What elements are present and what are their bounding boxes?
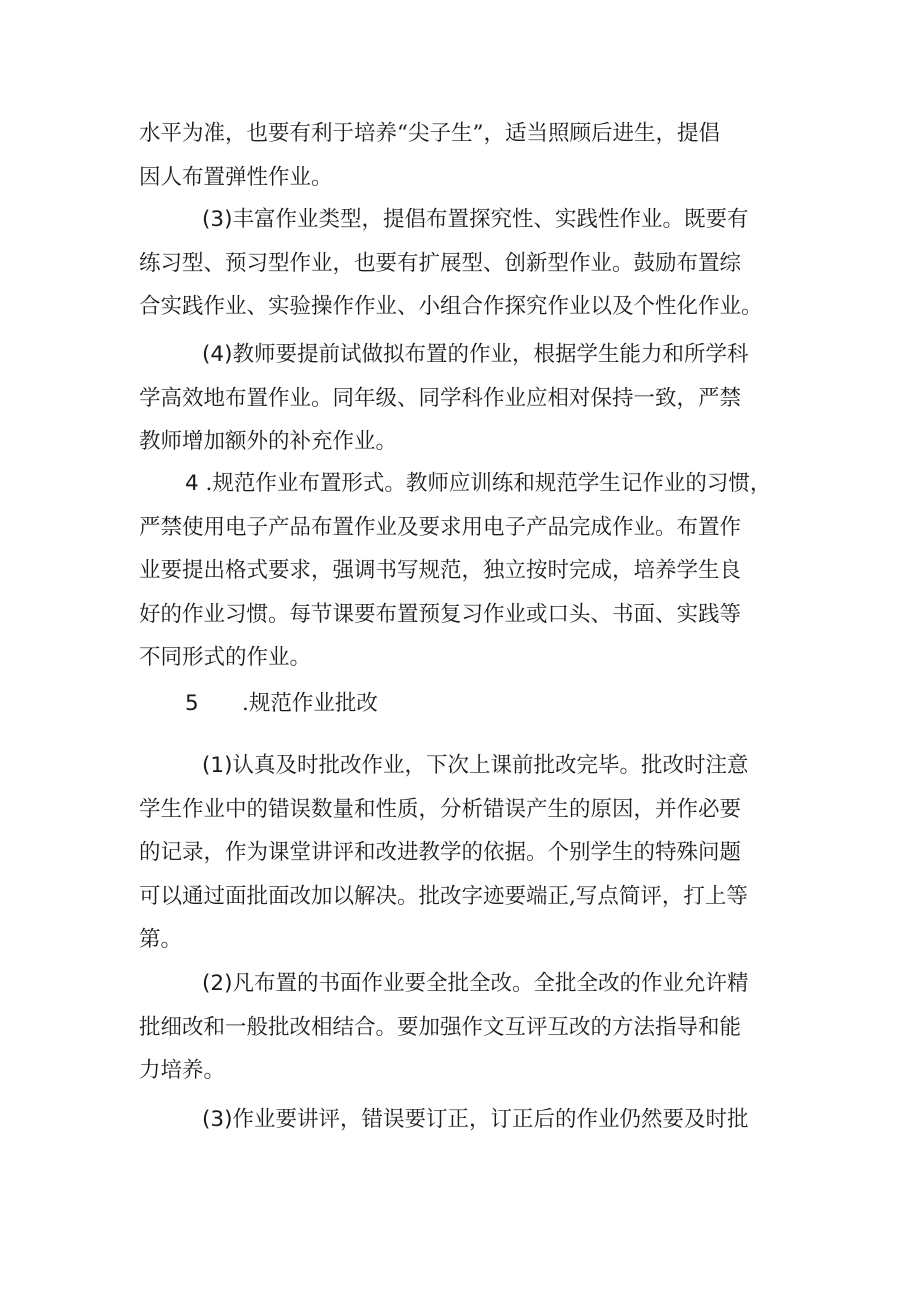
text-line-first bbox=[139, 962, 799, 1006]
text-line-first bbox=[139, 462, 799, 506]
text-line: 批细改和一般批改相结合。要加强作文互评互改的方法指导和能 bbox=[139, 1014, 742, 1040]
section-number: 5 bbox=[185, 691, 199, 716]
text-line: 业要提出格式要求，强调书写规范，独立按时完成，培养学生良 bbox=[139, 558, 742, 583]
list-marker: (2) bbox=[202, 971, 233, 996]
section-number: 4 bbox=[185, 471, 199, 496]
paragraph-item-4-trial bbox=[139, 333, 799, 464]
paragraph-item-1-correction bbox=[139, 744, 799, 962]
text-line-first bbox=[139, 198, 799, 242]
text-line: 教师增加额外的补充作业。 bbox=[139, 429, 398, 454]
text-line: .规范作业布置形式。教师应训练和规范学生记作业的习惯， bbox=[198, 471, 772, 496]
text-line: 练习型、预习型作业，也要有扩展型、创新型作业。鼓励布置综 bbox=[139, 250, 742, 276]
text-line: 认真及时批改作业，下次上课前批改完毕。批改时注意 bbox=[232, 753, 749, 778]
text-line: 不同形式的作业。 bbox=[139, 645, 312, 670]
text-line: 力培养。 bbox=[139, 1058, 226, 1083]
section-4-assignment-form bbox=[139, 462, 799, 680]
text-line: 教师要提前试做拟布置的作业，根据学生能力和所学科 bbox=[232, 342, 749, 367]
text-line: 第。 bbox=[139, 927, 183, 952]
text-line: 丰富作业类型，提倡布置探究性、实践性作业。既要有 bbox=[232, 207, 749, 232]
text-line: 因人布置弹性作业。 bbox=[139, 164, 333, 190]
text-line-first bbox=[139, 333, 799, 377]
text-line: 凡布置的书面作业要全批全改。全批全改的作业允许精 bbox=[232, 971, 749, 996]
section-5-heading bbox=[139, 682, 799, 726]
paragraph-item-3-types bbox=[139, 198, 799, 329]
paragraph-continuation bbox=[139, 112, 799, 199]
text-line: 学生作业中的错误数量和性质，分析错误产生的原因，并作必要 bbox=[139, 796, 742, 822]
text-line: 作业要讲评，错误要订正，订正后的作业仍然要及时批 bbox=[232, 1107, 749, 1132]
text-line-first bbox=[139, 744, 799, 788]
list-marker: (4) bbox=[202, 342, 233, 367]
list-marker: (1) bbox=[202, 753, 233, 778]
text-line: 合实践作业、实验操作作业、小组合作探究作业以及个性化作业。 bbox=[139, 294, 763, 319]
list-marker: (3) bbox=[202, 1107, 233, 1132]
text-line: 的记录，作为课堂讲评和改进教学的依据。个别学生的特殊问题 bbox=[139, 840, 742, 865]
text-line: 水平为准，也要有利于培养“尖子生”，适当照顾后进生，提倡 bbox=[139, 121, 720, 146]
text-line: 严禁使用电子产品布置作业及要求用电子产品完成作业。布置作 bbox=[139, 514, 742, 540]
text-line-first bbox=[139, 682, 799, 726]
list-marker: (3) bbox=[202, 207, 233, 232]
paragraph-item-3-review bbox=[139, 1098, 799, 1142]
text-line: 学高效地布置作业。同年级、同学科作业应相对保持一致，严禁 bbox=[139, 385, 742, 411]
text-line: 好的作业习惯。每节课要布置预复习作业或口头、书面、实践等 bbox=[139, 601, 742, 627]
section-title: .规范作业批改 bbox=[242, 691, 378, 716]
text-line: 可以通过面批面改加以解决。批改字迹要端正,写点简评，打上等 bbox=[139, 883, 748, 909]
paragraph-item-2-full-correction bbox=[139, 962, 799, 1093]
text-line-first bbox=[139, 1098, 799, 1142]
